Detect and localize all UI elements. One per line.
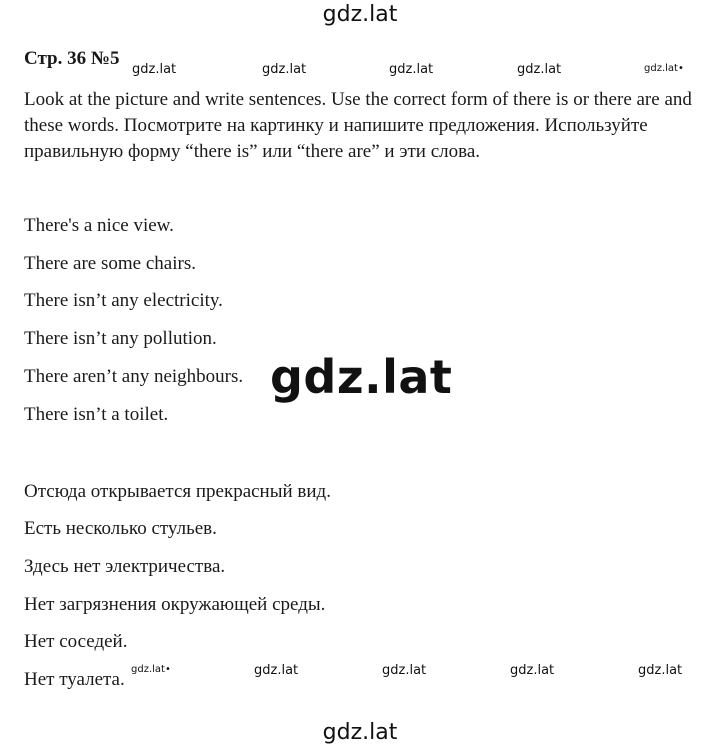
answer-en-line: There's a nice view. xyxy=(24,215,174,236)
answer-ru-line: Нет туалета. xyxy=(24,669,125,690)
watermark-row-bottom-5: gdz.lat xyxy=(638,663,683,678)
answer-en-line: There aren’t any neighbours. xyxy=(24,366,244,387)
watermark-row-top-3: gdz.lat xyxy=(389,62,434,77)
watermark-row-top-2: gdz.lat xyxy=(262,62,307,77)
answer-ru-line: Здесь нет электричества. xyxy=(24,556,226,577)
answer-en-line: There isn’t any electricity. xyxy=(24,290,223,311)
watermark-center: gdz.lat xyxy=(270,350,453,404)
exercise-instructions: Look at the picture and write sentences. Use the correct form of there is or there are and these words. Посмотрите на картинку и напишите предложения. Используйте правильную форму “there is” или “there are” и эти слова. xyxy=(24,89,692,162)
watermark-top: gdz.lat xyxy=(322,2,398,27)
answer-ru-line: Нет загрязнения окружающей среды. xyxy=(24,594,326,615)
watermark-row-top-5: gdz.lat• xyxy=(644,63,684,74)
answer-ru-line: Есть несколько стульев. xyxy=(24,518,217,539)
watermark-row-bottom-1: gdz.lat• xyxy=(131,664,171,675)
watermark-row-top-4: gdz.lat xyxy=(517,62,562,77)
answer-ru-line: Отсюда открывается прекрасный вид. xyxy=(24,481,331,502)
watermark-bottom: gdz.lat xyxy=(322,720,398,745)
watermark-row-bottom-2: gdz.lat xyxy=(254,663,299,678)
answer-ru-line: Нет соседей. xyxy=(24,631,128,652)
answer-en-line: There isn’t a toilet. xyxy=(24,404,169,425)
watermark-row-top-1: gdz.lat xyxy=(132,62,177,77)
watermark-row-bottom-3: gdz.lat xyxy=(382,663,427,678)
answer-en-line: There are some chairs. xyxy=(24,253,196,274)
watermark-row-bottom-4: gdz.lat xyxy=(510,663,555,678)
answer-en-line: There isn’t any pollution. xyxy=(24,328,217,349)
exercise-heading: Стр. 36 №5 xyxy=(24,48,120,69)
